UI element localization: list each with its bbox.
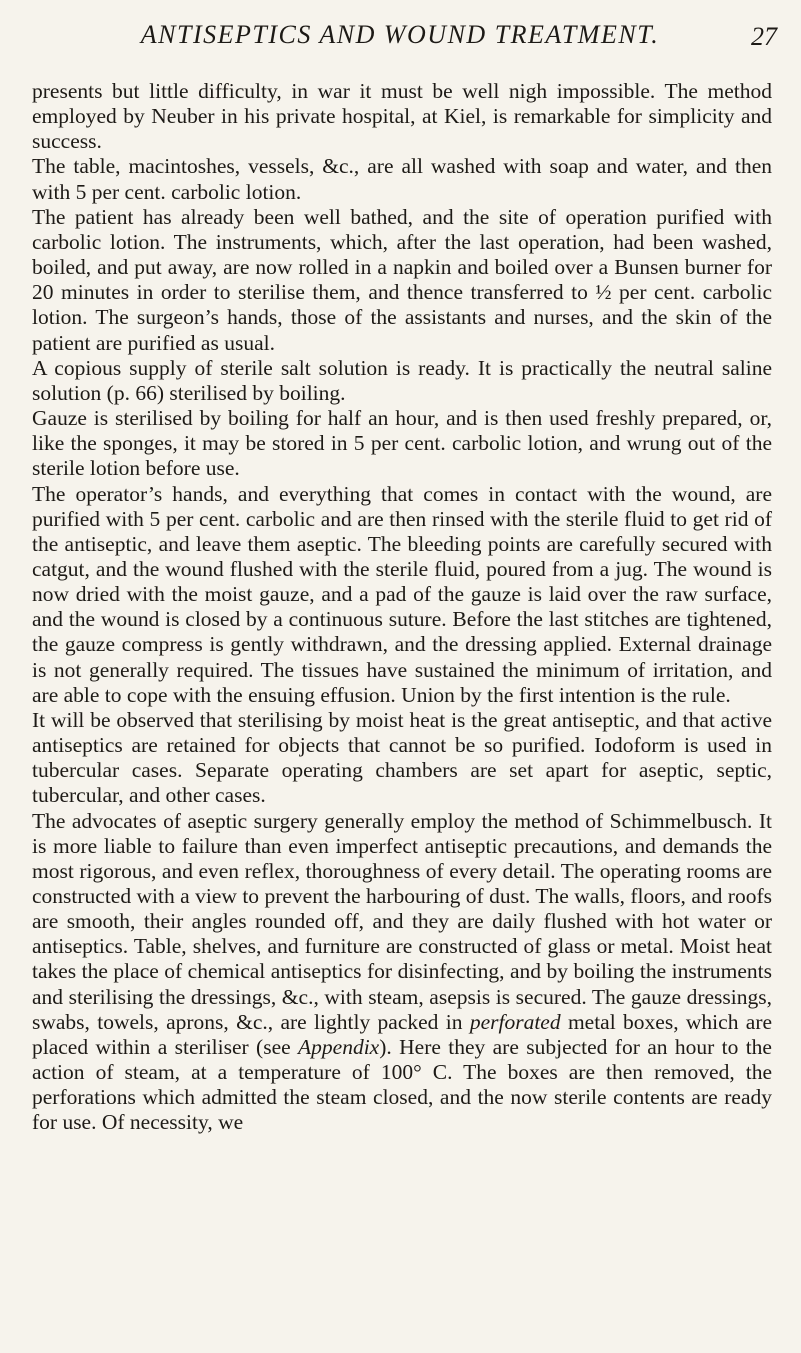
paragraph-operator-hands: The operator’s hands, and everything that comes in contact with the wound, are purified with 5 per cent. carbolic and are then rinsed with the sterile fluid to get rid of the antiseptic, and leave them aseptic. The bleeding points are carefully secured with catgut, and the wound flushed with the sterile fluid, poured from a jug. The wound is now dried with the moist gauze, and a pad of the gauze is laid over the raw surface, and the wound is closed by a continuous suture. Before the last stitches are tightened, the gauze compress is gently withdrawn, and the dressing applied. External drainage is not generally required. The tissues have sustained the minimum of irritation, and are able to cope with the ensuing effusion. Union by the first intention is the rule.: [32, 481, 772, 707]
body-text: [32, 79, 772, 1136]
page-number: 27: [751, 22, 777, 51]
schimmelbusch-text: The advocates of aseptic surgery generally employ the method of Schimmelbusch. It is more liable to failure than even imperfect antiseptic precautions, and demands the most rigorous, and even reflex, thoroughness of every detail. The operating rooms are constructed with a view to prevent the harbouring of dust. The walls, floors, and roofs are smooth, their angles rounded off, and they are daily flushed with hot water or antiseptics. Table, shelves, and furniture are constructed of glass or metal. Moist heat takes the place of chemical antiseptics for disinfecting, and by boiling the instruments and sterilising the dressings, &c., with steam, asepsis is secured. The gauze dressings, swabs, towels, aprons, &c., are lightly packed in: [32, 808, 772, 1034]
paragraph-schimmelbusch: [32, 809, 772, 1136]
closing-text: ). Here they are subjected for an hour to the action of steam, at a temperature of 100° C. The boxes are then removed, the perforations which admitted the steam closed, and the now sterile contents are ready for use. Of necessity, we: [32, 1034, 772, 1135]
paragraph-continuation: presents but little difficulty, in war it must be well nigh impossible. The method employed by Neuber in his private hospital, at Kiel, is remarkable for simplicity and success.: [32, 79, 772, 154]
paragraph-moist-heat: It will be observed that sterilising by moist heat is the great antiseptic, and that active antiseptics are retained for objects that cannot be so purified. Iodoform is used in tubercular cases. Separate operating chambers are set apart for aseptic, septic, tubercular, and other cases.: [32, 707, 772, 808]
paragraph-salt-solution: A copious supply of sterile salt solution is ready. It is practically the neutral saline solution (p. 66) sterilised by boiling.: [32, 355, 772, 405]
paragraph-gauze: Gauze is sterilised by boiling for half an hour, and is then used freshly prepared, or, like the sponges, it may be stored in 5 per cent. carbolic lotion, and wrung out of the sterile lotion before use.: [32, 406, 772, 481]
running-head: ANTISEPTICS AND WOUND TREATMENT.: [140, 20, 660, 49]
paragraph-instruments: The patient has already been well bathed, and the site of operation purified with carbolic lotion. The instruments, which, after the last operation, had been washed, boiled, and put away, are now rolled in a napkin and boiled over a Bunsen burner for 20 minutes in order to sterilise them, and thence transferred to ½ per cent. carbolic lotion. The surgeon’s hands, those of the assistants and nurses, and the skin of the patient are purified as usual.: [32, 204, 772, 355]
steriliser-text: metal boxes, which are placed within a steriliser (see: [32, 1009, 773, 1059]
paragraph-washing: The table, macintoshes, vessels, &c., are all washed with soap and water, and then with 5 per cent. carbolic lotion.: [32, 154, 772, 204]
italic-perforated: perforated: [469, 1009, 561, 1034]
italic-appendix: Appendix: [298, 1034, 380, 1059]
